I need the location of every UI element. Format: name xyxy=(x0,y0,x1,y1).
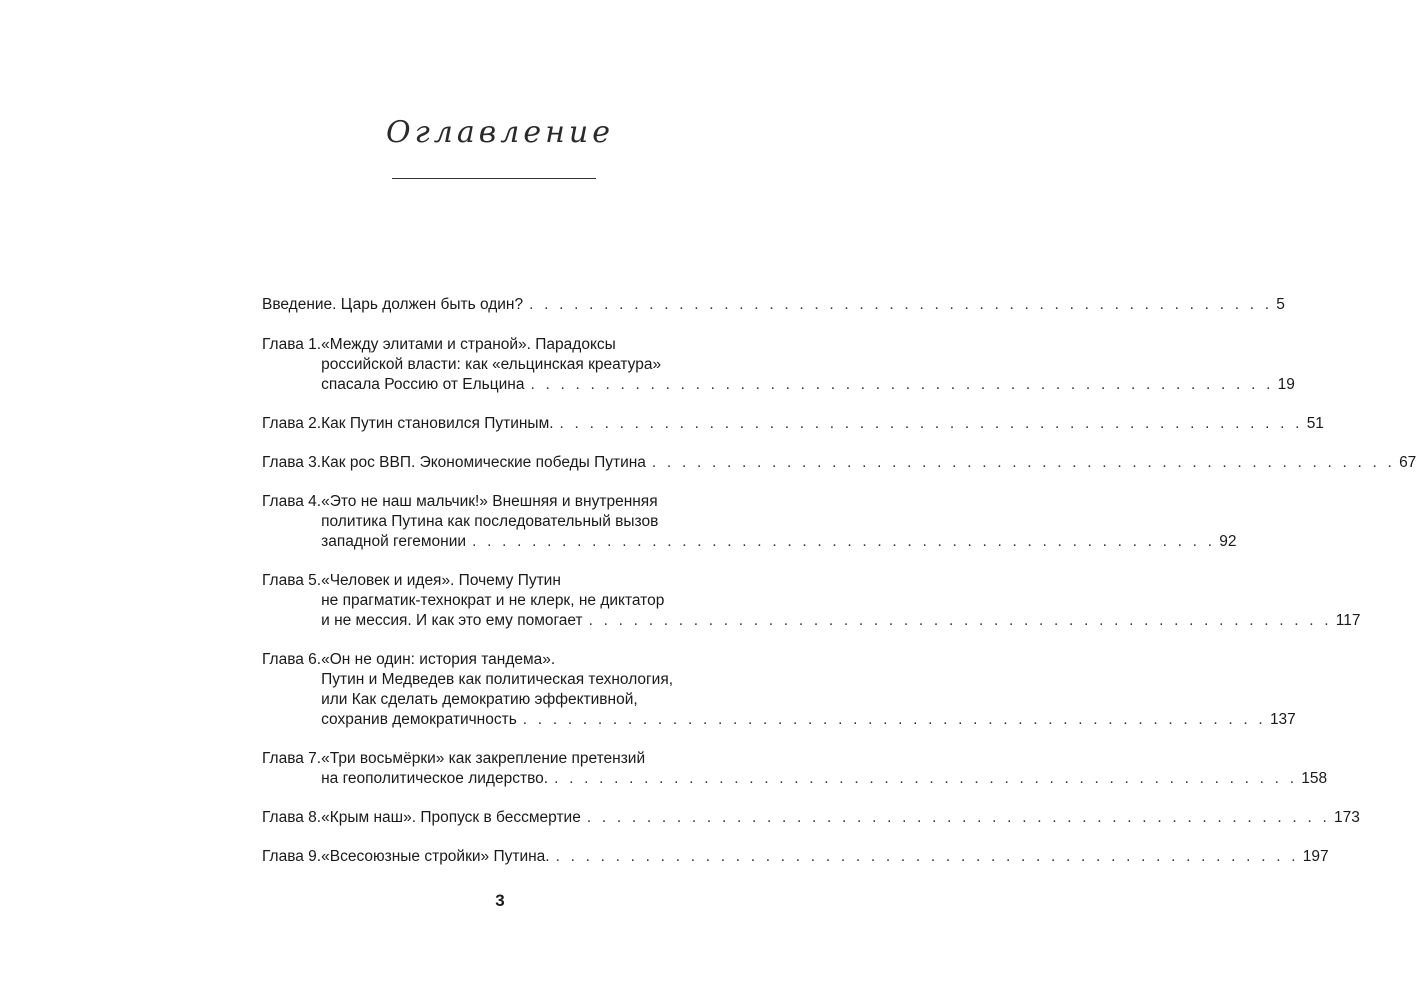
toc-entry-title xyxy=(321,571,1361,631)
toc-entry-title-line: «Между элитами и страной». Парадоксы xyxy=(321,336,616,353)
toc-entry-page-number: 137 xyxy=(1269,711,1296,728)
toc-entry-title-line: или Как сделать демократию эффективной, xyxy=(321,691,638,708)
dot-leader: . . . . . . . . . . . . . . . . . . . . . . . . . . . . . . . . . . . . . . . . . . . . . . . . . . xyxy=(554,770,1298,787)
toc-entry-page-number: 19 xyxy=(1277,376,1295,393)
toc-entry-title-line: «Крым наш». Пропуск в бессмертие xyxy=(321,809,581,826)
toc-entry[interactable] xyxy=(262,492,1237,552)
toc-entry-title xyxy=(321,749,1328,789)
toc-entry-title xyxy=(321,808,1360,828)
toc-entry-title-line: не прагматик-технократ и не клерк, не диктатор xyxy=(321,592,665,609)
toc-entry-chapter-label: Глава 4. xyxy=(262,493,322,510)
toc-entry-page-number: 5 xyxy=(1276,296,1285,313)
toc-entry-title-line: «Три восьмёрки» как закрепление претензий xyxy=(321,750,646,767)
toc-entry[interactable] xyxy=(262,295,1285,315)
dot-leader: . . . . . . . . . . . . . . . . . . . . . . . . . . . . . . . . . . . . . . . . . . . . . . . . . . xyxy=(529,296,1273,313)
toc-entry-chapter-label: Глава 2. xyxy=(262,415,322,432)
toc-entry-title xyxy=(321,414,1324,434)
toc-entry-title xyxy=(321,847,1329,867)
toc-entry-title-line: и не мессия. И как это ему помогает xyxy=(321,612,583,629)
toc-entry-title xyxy=(321,335,1295,395)
toc-entry-page-number: 197 xyxy=(1302,848,1329,865)
toc-entry-title-line: Как рос ВВП. Экономические победы Путина xyxy=(321,454,646,471)
toc-entry-page-number: 92 xyxy=(1219,533,1237,550)
toc-entry-title-line: «Всесоюзные стройки» Путина. xyxy=(321,848,550,865)
toc-entry[interactable] xyxy=(262,414,1324,434)
toc-entry[interactable] xyxy=(262,749,1328,789)
toc-entry-title xyxy=(262,295,1285,315)
toc-entry-title xyxy=(321,650,1296,730)
toc-entry-title-line: российской власти: как «ельцинская креатура» xyxy=(321,356,662,373)
toc-entry[interactable] xyxy=(262,808,1360,828)
dot-leader: . . . . . . . . . . . . . . . . . . . . . . . . . . . . . . . . . . . . . . . . . . . . . . . . . . xyxy=(588,612,1332,629)
toc-entry-chapter-label: Глава 7. xyxy=(262,750,322,767)
toc-entry[interactable] xyxy=(262,335,1295,395)
toc-entry-title-line: западной гегемонии xyxy=(321,533,467,550)
toc-entry-title-line: «Человек и идея». Почему Путин xyxy=(321,572,561,589)
toc-entry-page-number: 51 xyxy=(1306,415,1324,432)
dot-leader: . . . . . . . . . . . . . . . . . . . . . . . . . . . . . . . . . . . . . . . . . . . . . . . . . . xyxy=(522,711,1266,728)
toc-entry[interactable] xyxy=(262,453,1416,473)
dot-leader: . . . . . . . . . . . . . . . . . . . . . . . . . . . . . . . . . . . . . . . . . . . . . . . . . . xyxy=(651,454,1396,471)
toc-entry-title-line: Как Путин становился Путиным. xyxy=(321,415,554,432)
toc-entry-title-line: политика Путина как последовательный вызов xyxy=(321,513,659,530)
toc-entry[interactable] xyxy=(262,847,1329,867)
toc-entry-title xyxy=(321,492,1237,552)
toc-entry[interactable] xyxy=(262,650,1296,730)
dot-leader: . . . . . . . . . . . . . . . . . . . . . . . . . . . . . . . . . . . . . . . . . . . . . . . . . . xyxy=(530,376,1274,393)
toc-entry-page-number: 67 xyxy=(1399,454,1416,471)
toc-entry-chapter-label: Глава 3. xyxy=(262,454,322,471)
toc-entry-title-line: на геополитическое лидерство. xyxy=(321,770,549,787)
toc-entry-chapter-label: Глава 9. xyxy=(262,848,322,865)
title-divider xyxy=(392,178,596,179)
toc-entry-title-line: «Он не один: история тандема». xyxy=(321,651,556,668)
toc-entry[interactable] xyxy=(262,571,1361,631)
toc-entry-title-line: сохранив демократичность xyxy=(321,711,517,728)
toc-entry-title-line: Путин и Медведев как политическая технология, xyxy=(321,671,674,688)
dot-leader: . . . . . . . . . . . . . . . . . . . . . . . . . . . . . . . . . . . . . . . . . . . . . . . . . . xyxy=(586,809,1330,826)
toc-entry-page-number: 117 xyxy=(1335,612,1361,629)
toc-entry-chapter-label: Глава 8. xyxy=(262,809,322,826)
dot-leader: . . . . . . . . . . . . . . . . . . . . . . . . . . . . . . . . . . . . . . . . . . . . . . . . . . xyxy=(472,533,1216,550)
page-title: Оглавление xyxy=(386,115,614,150)
toc-entry-chapter-label: Глава 5. xyxy=(262,572,322,589)
toc-entry-title xyxy=(321,453,1416,473)
page-number: 3 xyxy=(495,891,505,910)
toc-entry-chapter-label: Глава 6. xyxy=(262,651,322,668)
toc-entry-chapter-label: Глава 1. xyxy=(262,336,322,353)
toc-entry-title-line: спасала Россию от Ельцина xyxy=(321,376,525,393)
toc-entry-title-line: «Это не наш мальчик!» Внешняя и внутренняя xyxy=(321,493,658,510)
table-of-contents xyxy=(262,295,1416,886)
dot-leader: . . . . . . . . . . . . . . . . . . . . . . . . . . . . . . . . . . . . . . . . . . . . . . . . . . xyxy=(555,848,1299,865)
dot-leader: . . . . . . . . . . . . . . . . . . . . . . . . . . . . . . . . . . . . . . . . . . . . . . . . . . xyxy=(559,415,1303,432)
toc-entry-page-number: 158 xyxy=(1301,770,1328,787)
toc-entry-page-number: 173 xyxy=(1333,809,1360,826)
toc-entry-title-line: Введение. Царь должен быть один? xyxy=(262,296,524,313)
